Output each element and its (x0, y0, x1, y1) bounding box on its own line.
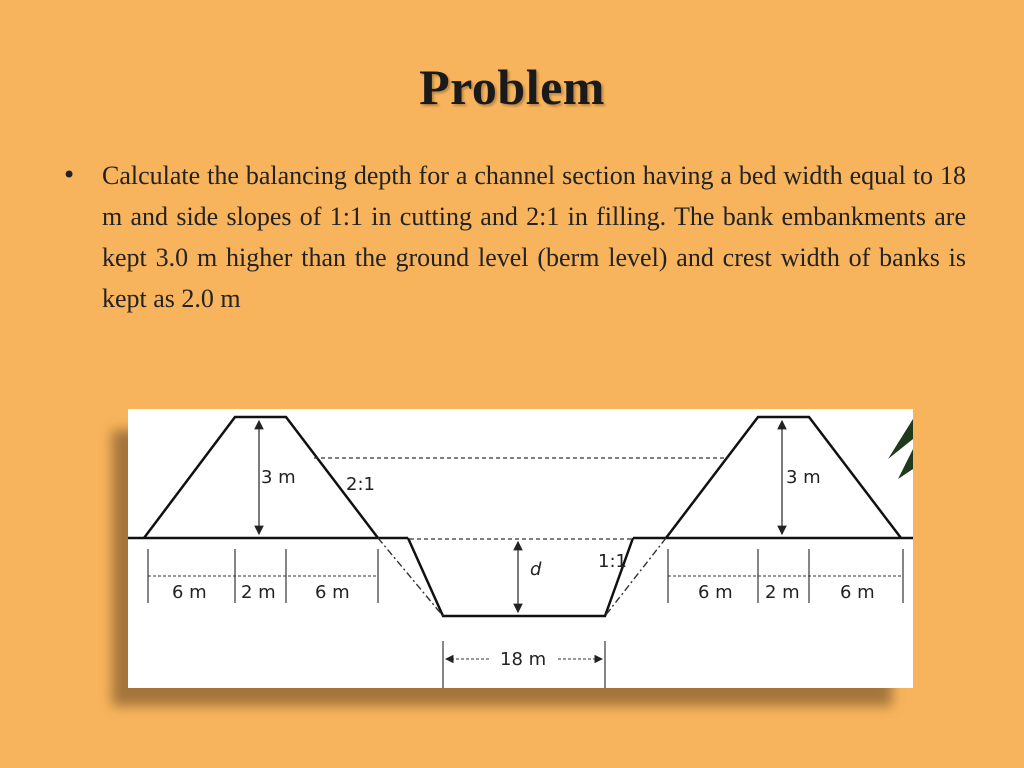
channel-section (408, 538, 633, 616)
channel-diagram (128, 409, 913, 688)
left-bank-height-label: 3 m (261, 467, 296, 488)
right-dim-2: 2 m (765, 582, 800, 603)
problem-text: Calculate the balancing depth for a channel section having a bed width equal to 18 m and side slopes of 1:1 in cutting and 2:1 in filling. The bank embankments are kept 3.0 m higher than the ground level (berm level) and crest width of banks is kept as 2.0 m (102, 161, 966, 313)
cut-slope-label: 1:1 (598, 551, 627, 572)
leaf-decoration-icon (888, 419, 913, 479)
bed-width-label: 18 m (500, 649, 547, 670)
fill-slope-label: 2:1 (346, 474, 375, 495)
left-dim-2: 2 m (241, 582, 276, 603)
projection-right (605, 538, 666, 616)
left-dim-3: 6 m (315, 582, 350, 603)
right-bank (666, 417, 901, 538)
right-bank-height-label: 3 m (786, 467, 821, 488)
slide-title: Problem (419, 59, 605, 115)
bullet-icon: • (62, 161, 77, 189)
left-dim-1: 6 m (172, 582, 207, 603)
problem-statement (62, 155, 966, 319)
depth-label: d (530, 559, 542, 580)
channel-cross-section-figure (128, 409, 913, 688)
projection-left (378, 538, 443, 616)
right-dim-3: 6 m (840, 582, 875, 603)
right-dim-1: 6 m (698, 582, 733, 603)
